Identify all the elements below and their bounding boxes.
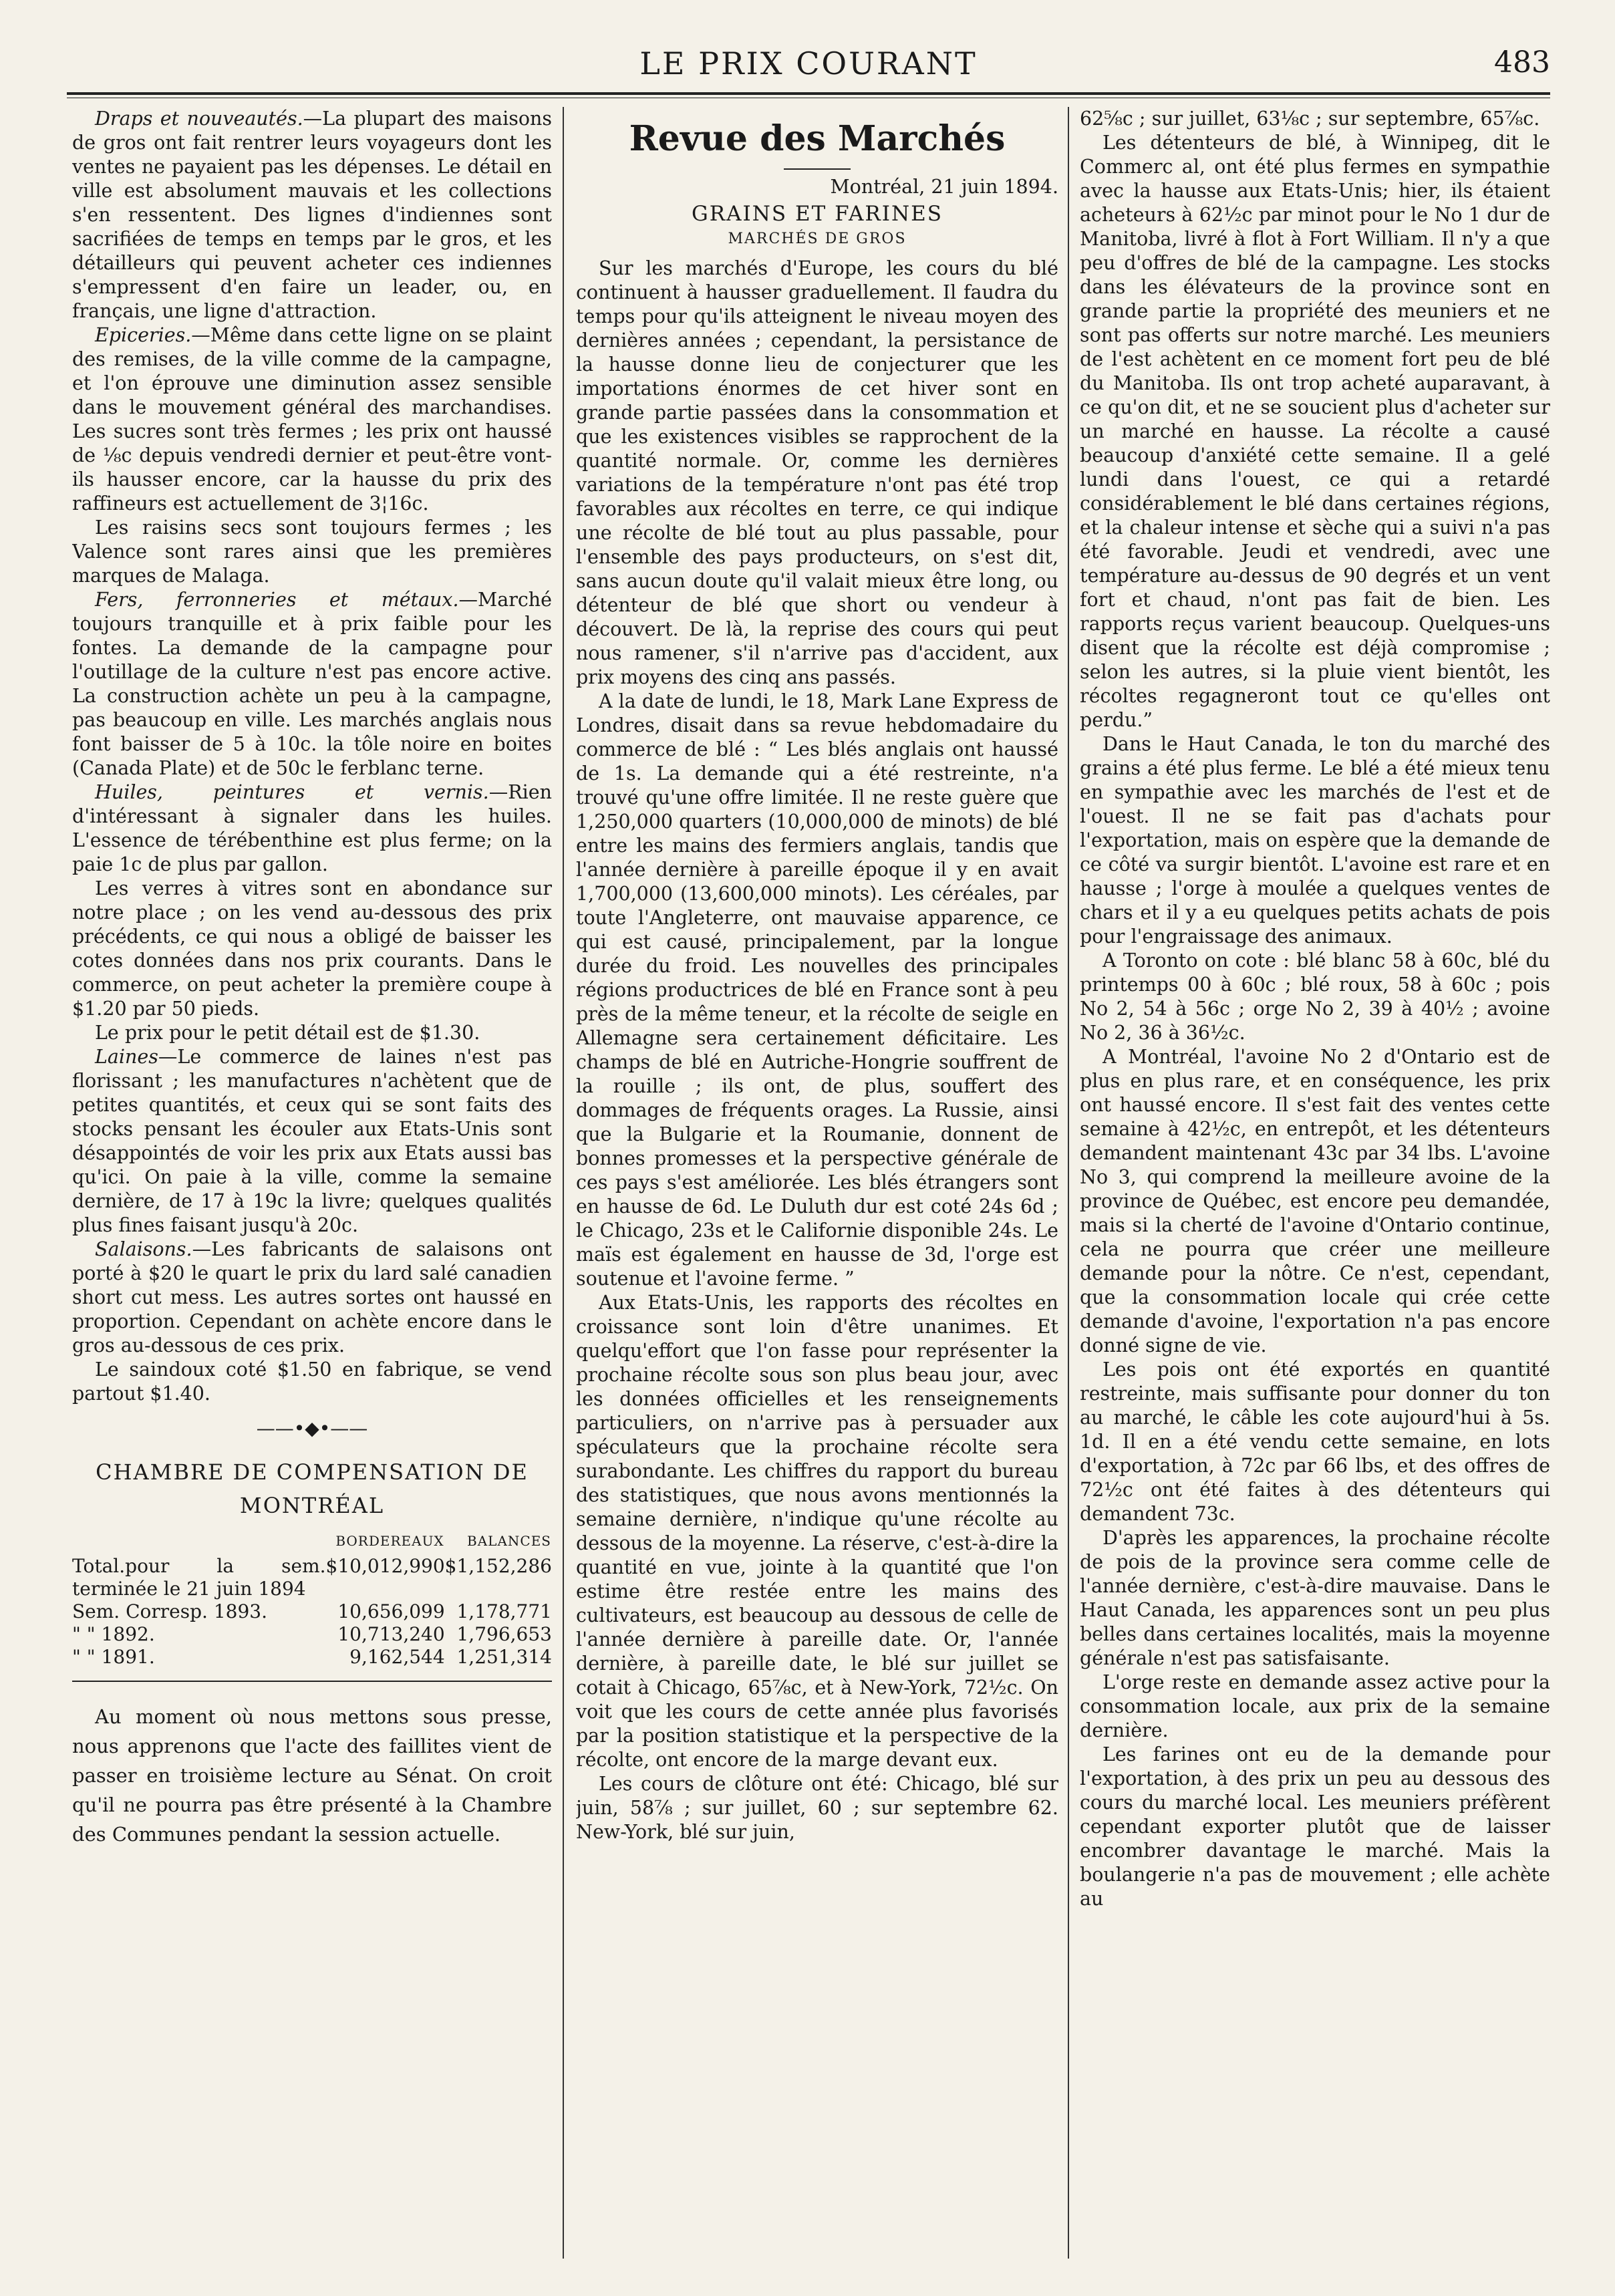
article-paragraph	[72, 1238, 552, 1358]
heading-rule	[784, 168, 851, 170]
col2-paragraphs	[576, 257, 1058, 1844]
col1-paragraphs	[72, 107, 552, 1406]
article-paragraph: 62⅝c ; sur juillet, 63⅛c ; sur septembre, 65⅞c.	[1080, 108, 1540, 130]
article-paragraph: A la date de lundi, le 18, Mark Lane Express de Londres, disait dans sa revue hebdomadaire du commerce de blé : “ Les blés anglais ont haussé de 1s. La demande qui a été restreinte, n'a trouvé qu'une offre limitée. Il ne reste guère que 1,250,000 quarters (10,000,000 de minots) de blé entre les mains des fermiers anglais, tandis que l'année dernière à pareille époque il y en avait 1,700,000 (13,600,000 minots). Les céréales, par toute l'Angleterre, ont mauvaise apparence, ce qui est causé, principalement, par la longue durée du froid. Les nouvelles des principales régions productrices de blé en France sont à peu près de la même teneur, et la récolte de seigle en Allemagne sera certainement déficitaire. Les champs de blé en Autriche-Hongrie souffrent de la rouille ; ils ont, de plus, souffert des dommages de fréquents orages. La Russie, ainsi que la Bulgarie et la Roumanie, donnent de bonnes promesses et la perspective générale de ces pays s'est améliorée. Les blés étrangers sont en hausse de 6d. Le Duluth dur est coté 24s 6d ; le Chicago, 23s et le Californie disponible 24s. Le maïs est également en hausse de 3d, l'orge est soutenue et l'avoine ferme. ”	[576, 690, 1058, 1290]
section-rule	[72, 1681, 552, 1682]
row-label: Total.pour la sem. terminée le 21 juin 1894	[72, 1555, 326, 1600]
table-row	[72, 1555, 552, 1600]
section-heading: Revue des Marchés	[629, 118, 1006, 159]
ornament-divider: ——•◆•——	[256, 1417, 368, 1439]
column-3	[1080, 107, 1550, 2272]
article-paragraph: Les cours de clôture ont été: Chicago, blé sur juin, 58⅞ ; sur juillet, 60 ; sur septembre 62. New-York, blé sur juin,	[576, 1773, 1058, 1843]
article-paragraph	[72, 1045, 552, 1238]
article-paragraph	[72, 588, 552, 780]
article-paragraph	[72, 323, 552, 516]
balances-value: $1,152,286	[444, 1555, 552, 1577]
column-1	[72, 107, 552, 2272]
article-paragraph: Les détenteurs de blé, à Winnipeg, dit le Commerc al, ont été plus fermes en sympathie avec la hausse aux Etats-Unis; hier, ils étaient acheteurs à 62½c par minot pour le No 1 dur de Manitoba, livré à flot à Fort William. Il n'y a que peu d'offres de blé de la campagne. Les stocks dans les élévateurs de la province sont en grande partie la propriété des meuniers et ne sont pas offerts sur notre marché. Les meuniers de l'est achètent en ce moment fort peu de blé du Manitoba. Ils ont trop acheté auparavant, à ce qu'on dit, et ne se soucient plus d'acheter sur un marché en hausse. La récolte a causé beaucoup d'anxiété cette semaine. Il a gelé lundi dans l'ouest, ce qui a retardé considérablement le blé dans certaines régions, et la chaleur intense et sèche qui a suivi n'a pas été favorable. Jeudi et vendredi, avec une température au-dessus de 90 degrés et un vent fort et chaud, n'ont pas fait de bien. Les rapports reçus varient beaucoup. Quelques-uns disent que la récolte est déjà compromise ; selon les autres, si la pluie vient bientôt, les récoltes regagneront tout ce qu'elles ont perdu.”	[1080, 132, 1550, 731]
paragraph-text: —Rien d'intéressant à signaler dans les huiles. L'essence de térébenthine est plus ferme; on la paie 1c de plus par gallon.	[72, 781, 552, 875]
article-paragraph: Les pois ont été exportés en quantité restreinte, mais suffisante pour donner du ton au marché, le câble les cote aujourd'hui à 5s. 1d. Il en a été vendu cette semaine, en lots d'exportation, à 72c par 66 lbs, et des offres de 72½c ont été faites à des détenteurs qui demandent 73c.	[1080, 1358, 1550, 1525]
table-row	[72, 1646, 552, 1669]
paragraph-text: —Le commerce de laines n'est pas florissant ; les manufactures n'achètent que de petites quantités, et ceux qui se sont faits des stocks pensant les écouler aux Etats-Unis sont désappointés de voir les prix aux Etats aussi bas qu'ici. On paie à la ville, comme la semaine dernière, de 17 à 19c la livre; quelques qualités plus fines faisant jusqu'à 20c.	[72, 1046, 552, 1236]
paragraph-text: —La plupart des maisons de gros ont fait rentrer leurs voyageurs dont les ventes ne payaient pas les dépenses. Le détail en ville est absolument mauvais et les collections s'en ressentent. Des lignes d'indiennes sont sacrifiées de temps en temps par le gros, et les détailleurs qui peuvent acheter ces indiennes s'empressent d'en faire un leader, ou, en français, une ligne d'attraction.	[72, 108, 552, 322]
bordereaux-value: 9,162,544	[349, 1646, 445, 1668]
balances-value: 1,251,314	[456, 1646, 552, 1668]
table-header-bordereaux: BORDEREAUX	[335, 1533, 444, 1549]
article-paragraph	[72, 516, 552, 588]
bordereaux-value: 10,713,240	[337, 1623, 445, 1645]
table-row	[72, 1623, 552, 1646]
paragraph-lead: Salaisons.	[95, 1238, 192, 1260]
page-header	[67, 40, 1550, 94]
paragraph-text: Les raisins secs sont toujours fermes ; les Valence sont rares ainsi que les premières marques de Malaga.	[72, 517, 552, 587]
article-paragraph: A Montréal, l'avoine No 2 d'Ontario est de plus en plus rare, et en conséquence, les prix ont haussé encore. Il s'est fait des ventes cette semaine à 42½c, en entrepôt, et les détenteurs demandent maintenant 43c par 34 lbs. L'avoine No 3, qui comprend la meilleure avoine de la province de Québec, est encore peu demandée, mais si la cherté de l'avoine d'Ontario continue, cela ne pourra que créer une meilleure demande pour la nôtre. Ce n'est, cependant, que la consommation locale qui crée cette demande d'avoine, l'exportation n'a pas encore donné signe de vie.	[1080, 1046, 1550, 1356]
article-paragraph: Sur les marchés d'Europe, les cours du blé continuent à hausser graduellement. Il faudra du temps pour qu'ils atteignent le niveau moyen des dernières années ; cependant, la persistance de la hausse donne lieu de conjecturer que les importations énormes de cet hiver sont en grande partie passées dans la consommation et que les existences visibles se rapprochent de la quantité normale. Or, comme les dernières variations de la température n'ont pas été trop favorables aux récoltes en terre, ce qui indique une récolte de blé tout au plus passable, pour l'ensemble des pays producteurs, on s'est dit, sans aucun doute qu'il valait mieux être long, ou détenteur de blé que short ou vendeur à découvert. De là, la reprise des cours qui peut nous ramener, s'il n'arrive pas d'accident, aux prix moyens des cinq ans passés.	[576, 257, 1058, 688]
row-label: Sem. Corresp. 1893.	[72, 1600, 267, 1622]
notice-paragraph: Au moment où nous mettons sous presse, nous apprenons que l'acte des faillites vient de passer en troisième lecture au Sénat. On croit qu'il ne pourra pas être présenté à la Chambre des Communes pendant la session actuelle.	[72, 1705, 552, 1846]
paragraph-text: Le saindoux coté $1.50 en fabrique, se vend partout $1.40.	[72, 1358, 552, 1405]
table-row	[72, 1600, 552, 1623]
article-paragraph: D'après les apparences, la prochaine récolte de pois de la province sera comme celle de l'année dernière, c'est-à-dire mauvaise. Dans le Haut Canada, les apparences sont un peu plus belles dans certaines localités, mais la moyenne générale n'est pas satisfaisante.	[1080, 1527, 1550, 1669]
col3-paragraphs	[1080, 107, 1550, 1911]
table-body	[72, 1555, 552, 1669]
paragraph-text: Les verres à vitres sont en abondance sur notre place ; on les vend au-dessous des prix précédents, ce qui nous a obligé de baisser les cotes données dans nos prix courants. Dans le commerce, on peut acheter la première coupe à $1.20 par 50 pieds.	[72, 877, 552, 1020]
article-paragraph	[72, 877, 552, 1021]
paragraph-text: —Marché toujours tranquille et à prix faible pour les fontes. La demande de la campagne pour l'outillage de la culture n'est pas encore active. La construction achète un peu à la campagne, pas beaucoup en ville. Les marchés anglais nous font baisser de 5 à 10c. la tôle noire en boites (Canada Plate) et de 50c le ferblanc terne.	[72, 589, 552, 779]
article-paragraph: Les farines ont eu de la demande pour l'exportation, à des prix un peu au dessous des cours du marché local. Les meuniers préfèrent cependant exporter plutôt que de laisser encombrer davantage le marché. Mais la boulangerie n'a pas de mouvement ; elle achète au	[1080, 1743, 1550, 1910]
article-paragraph	[72, 780, 552, 877]
clearing-house-table	[72, 1529, 552, 1669]
table-header-label	[72, 1529, 326, 1555]
article-paragraph: L'orge reste en demande assez active pour la consommation locale, aux prix de la semaine dernière.	[1080, 1671, 1550, 1741]
subsection-title: MARCHÉS DE GROS	[728, 231, 907, 247]
balances-value: 1,796,653	[456, 1623, 552, 1645]
article-paragraph: A Toronto on cote : blé blanc 58 à 60c, blé du printemps 00 à 60c ; blé roux, 58 à 60c ; pois No 2, 54 à 56c ; orge No 2, 39 à 40½ ; avoine No 2, 36 à 36½c.	[1080, 950, 1550, 1044]
dateline: Montréal, 21 juin 1894.	[830, 176, 1058, 198]
table-header-row	[72, 1529, 552, 1555]
article-paragraph: Dans le Haut Canada, le ton du marché des grains a été plus ferme. Le blé a été mieux tenu en sympathie avec les marchés de l'est et de l'ouest. Il ne se fait pas d'achats pour l'exportation, mais on espère que la demande de ce côté va surgir bientôt. L'avoine est rare et en hausse ; l'orge à moulée a quelques ventes de chars et il y a eu quelques petits achats de pois pour l'engraissage des animaux.	[1080, 733, 1550, 948]
paragraph-lead: Draps et nouveautés.	[95, 108, 303, 130]
balances-value: 1,178,771	[456, 1600, 552, 1622]
bordereaux-value: $10,012,990	[325, 1555, 445, 1577]
column-2	[576, 107, 1058, 2272]
article-paragraph	[72, 107, 552, 323]
chambre-title: CHAMBRE DE COMPENSATION DE MONTRÉAL	[96, 1459, 529, 1518]
column-divider-2	[1068, 107, 1069, 2259]
section-title: GRAINS ET FARINES	[692, 202, 943, 226]
paragraph-text: —Les fabricants de salaisons ont porté à $20 le quart le prix du lard salé canadien short cut mess. Les autres sortes ont haussé en proportion. Cependant on achète encore dans le gros au-dessous de ces prix.	[72, 1238, 552, 1356]
article-paragraph	[72, 1021, 552, 1045]
paragraph-lead: Fers, ferronneries et métaux.	[95, 589, 459, 611]
notice-block	[72, 1702, 552, 1849]
paragraph-text: —Même dans cette ligne on se plaint des remises, de la ville comme de la campagne, et l'on éprouve une diminution assez sensible dans le mouvement général des marchandises. Les sucres sont très fermes ; les prix ont haussé de ⅛c depuis vendredi dernier et peut-être vont-ils hausser encore, car la hausse du prix des raffineurs est actuellement de 3¦16c.	[72, 324, 552, 515]
column-divider-1	[563, 107, 564, 2259]
page-number: 483	[1494, 45, 1550, 80]
article-paragraph	[72, 1358, 552, 1406]
row-label: " " 1892.	[72, 1623, 155, 1645]
paragraph-text: Le prix pour le petit détail est de $1.30.	[95, 1022, 480, 1044]
paragraph-lead: Huiles, peintures et vernis.	[95, 781, 489, 803]
journal-title: LE PRIX COURANT	[639, 45, 978, 82]
table-header-balances: BALANCES	[467, 1533, 551, 1549]
header-rule	[67, 92, 1550, 98]
paragraph-lead: Epiceries.	[95, 324, 192, 346]
article-paragraph: Aux Etats-Unis, les rapports des récoltes en croissance sont loin d'être unanimes. Et quelqu'effort que l'on fasse pour représenter la prochaine récolte sous son plus beau jour, avec les données officielles et les renseignements particuliers, on n'arrive pas à persuader aux spéculateurs que la prochaine récolte sera surabondante. Les chiffres du rapport du bureau des statistiques, que nous avons mentionnés la semaine dernière, n'indique qu'une récolte au dessous de la moyenne. La réserve, c'est-à-dire la quantité en vue, jointe à la quantité que l'on estime être restée entre les mains des cultivateurs, est beaucoup au dessous de celle de l'année dernière à pareille date. Or, l'année dernière, à pareille date, le blé sur juillet se cotait à Chicago, 65⅞c, et à New-York, 72½c. On voit que les cours de cette année plus favorisés par la position statistique et la perspective de la récolte, ont encore de la marge devant eux.	[576, 1292, 1058, 1771]
bordereaux-value: 10,656,099	[337, 1600, 445, 1622]
row-label: " " 1891.	[72, 1646, 155, 1668]
paragraph-lead: Laines	[95, 1046, 158, 1068]
